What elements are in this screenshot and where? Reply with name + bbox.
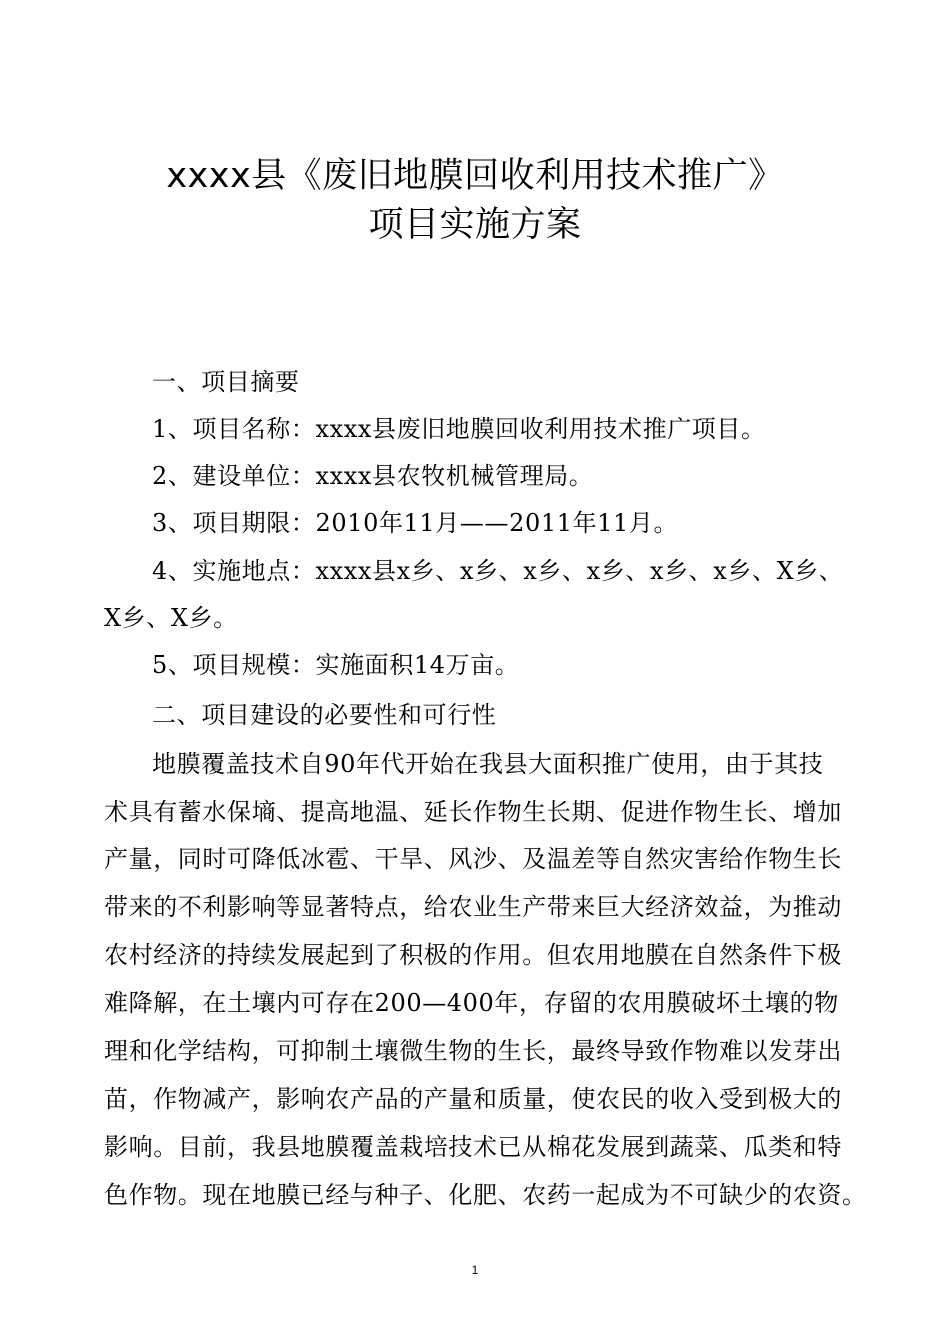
project-scale-item: 5、项目规模：实施面积14万亩。: [152, 651, 520, 679]
paragraph-line: 理和化学结构，可抑制土壤微生物的生长，最终导致作物难以发芽出: [104, 1037, 842, 1065]
document-title-line2: 项目实施方案: [368, 205, 582, 245]
section2-heading: 二、项目建设的必要性和可行性: [152, 701, 497, 729]
project-name-item: 1、项目名称：xxxx县废旧地膜回收利用技术推广项目。: [152, 415, 766, 443]
construction-unit-item: 2、建设单位：xxxx县农牧机械管理局。: [152, 462, 594, 490]
paragraph-line: 地膜覆盖技术自90年代开始在我县大面积推广使用，由于其技: [152, 750, 824, 778]
paragraph-line: 难降解，在土壤内可存在200—400年，存留的农用膜破坏土壤的物: [104, 989, 839, 1017]
document-title-line1: xxxx县《废旧地膜回收利用技术推广》: [166, 156, 784, 196]
paragraph-line: 苗，作物减产，影响农产品的产量和质量，使农民的收入受到极大的: [104, 1085, 842, 1113]
section1-heading: 一、项目摘要: [152, 368, 300, 396]
paragraph-line: 带来的不利影响等显著特点，给农业生产带来巨大经济效益，为推动: [104, 893, 842, 921]
paragraph-line: 术具有蓄水保墒、提高地温、延长作物生长期、促进作物生长、增加: [104, 798, 842, 826]
paragraph-line: 农村经济的持续发展起到了积极的作用。但农用地膜在自然条件下极: [104, 941, 842, 969]
paragraph-line: 影响。目前，我县地膜覆盖栽培技术已从棉花发展到蔬菜、瓜类和特: [104, 1133, 842, 1161]
location-item-line1: 4、实施地点：xxxx县x乡、x乡、x乡、x乡、x乡、x乡、X乡、: [152, 557, 844, 585]
page-number: 1: [471, 1263, 479, 1277]
paragraph-line: 产量，同时可降低冰雹、干旱、风沙、及温差等自然灾害给作物生长: [104, 845, 842, 873]
project-period-item: 3、项目期限：2010年11月——2011年11月。: [152, 509, 679, 537]
paragraph-line: 色作物。现在地膜已经与种子、化肥、农药一起成为不可缺少的农资。: [104, 1181, 867, 1209]
location-item-line2: X乡、X乡。: [104, 604, 238, 632]
